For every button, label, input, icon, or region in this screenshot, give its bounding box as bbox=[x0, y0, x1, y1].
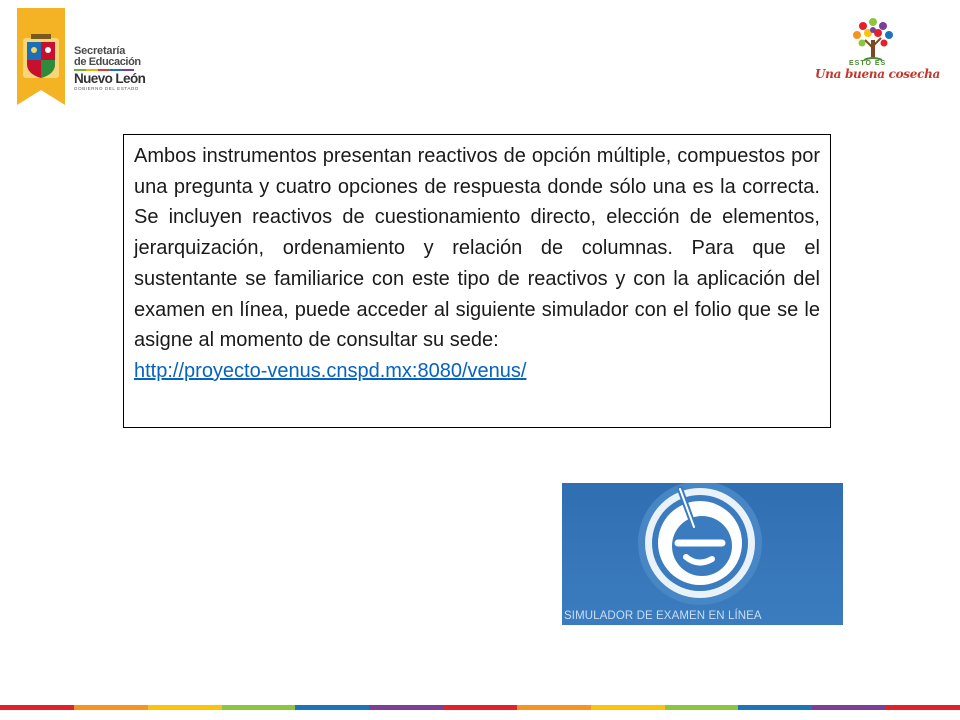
strip-segment bbox=[738, 705, 812, 710]
strip-segment bbox=[369, 705, 443, 710]
logo-text-nuevo-leon: Nuevo León bbox=[74, 71, 146, 86]
state-shield-icon bbox=[17, 8, 65, 105]
footer-color-strip bbox=[0, 705, 960, 710]
logo-text-gobierno: GOBIERNO DEL ESTADO bbox=[74, 86, 139, 91]
logo-text-secretaria: Secretaría bbox=[74, 45, 126, 57]
strip-segment bbox=[443, 705, 517, 710]
strip-segment bbox=[222, 705, 296, 710]
description-paragraph: Ambos instrumentos presentan reactivos de opción múltiple, compuestos por una pregunta y cuatro opciones de respuesta donde sólo una es la correcta. Se incluyen reactivos de cuestionamiento directo, elección de elementos, jerarquización, ordenamiento y relación de columnas. Para que el sustentante se familiarice con este tipo de reactivos y con la aplicación del examen en línea, puede acceder al siguiente simulador con el folio que se le asigne al momento de consultar su sede: bbox=[134, 145, 820, 352]
strip-segment bbox=[295, 705, 369, 710]
strip-segment bbox=[665, 705, 739, 710]
sen-text-block bbox=[74, 46, 154, 92]
exam-simulator-icon bbox=[562, 483, 843, 625]
logo-text-educacion: de Educación bbox=[74, 56, 141, 68]
simulator-link[interactable]: http://proyecto-venus.cnspd.mx:8080/venus/ bbox=[134, 359, 527, 382]
strip-segment bbox=[812, 705, 886, 710]
logo-text-esto-es: ESTO ES bbox=[849, 60, 887, 67]
strip-segment bbox=[517, 705, 591, 710]
strip-segment bbox=[148, 705, 222, 710]
strip-segment bbox=[74, 705, 148, 710]
info-text-box bbox=[123, 134, 831, 428]
strip-segment bbox=[0, 705, 74, 710]
strip-segment bbox=[886, 705, 960, 710]
tree-icon bbox=[848, 14, 898, 66]
simulator-caption: SIMULADOR DE EXAMEN EN LÍNEA bbox=[564, 610, 762, 622]
logo-text-buena-cosecha: Una buena cosecha bbox=[815, 67, 940, 81]
strip-segment bbox=[591, 705, 665, 710]
simulator-image[interactable] bbox=[562, 483, 843, 625]
